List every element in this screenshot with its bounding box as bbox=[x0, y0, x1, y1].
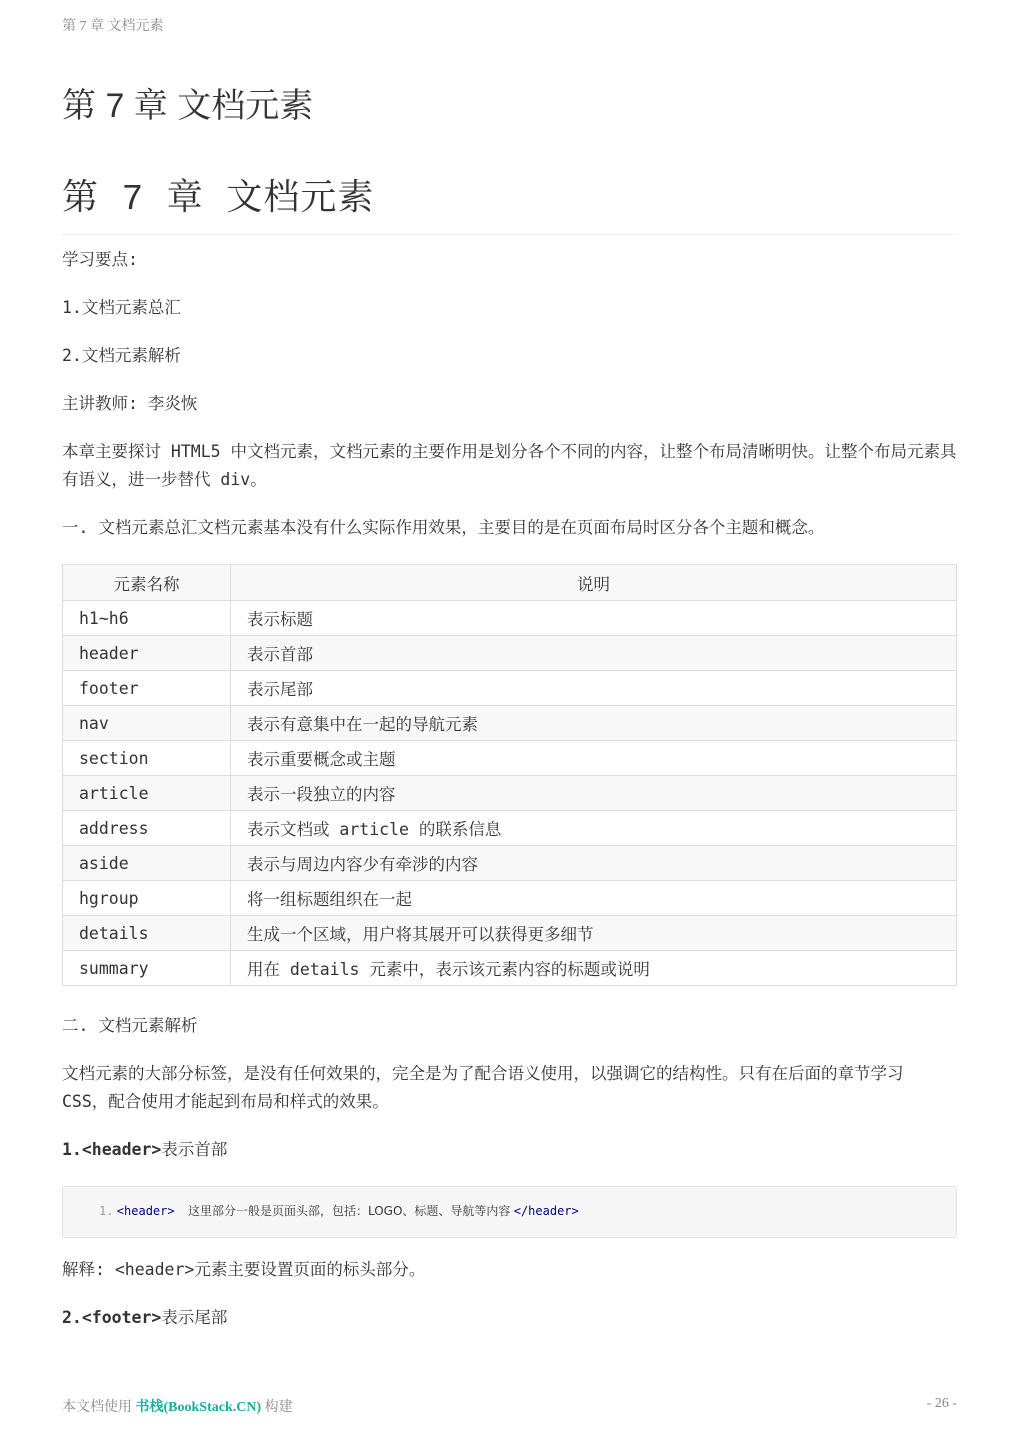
teacher-line: 主讲教师: 李炎恢 bbox=[62, 394, 198, 413]
table-cell-element: summary bbox=[63, 951, 231, 986]
header-subheading bbox=[62, 1136, 957, 1164]
table-row bbox=[63, 636, 957, 671]
intro-paragraph: 本章主要探讨 HTML5 中文档元素，文档元素的主要作用是划分各个不同的内容，让整个布局清晰明快。让整个布局元素具有语义，进一步替代 div。 bbox=[62, 442, 957, 489]
table-row bbox=[63, 951, 957, 986]
table-cell-desc: 生成一个区域，用户将其展开可以获得更多细节 bbox=[231, 916, 957, 951]
page-title: 第 7 章 文档元素 bbox=[62, 169, 957, 235]
footer-subheading bbox=[62, 1304, 957, 1332]
key-points-label: 学习要点: bbox=[62, 250, 138, 269]
table-row bbox=[63, 601, 957, 636]
table-cell-element: hgroup bbox=[63, 881, 231, 916]
point-1: 1.文档元素总汇 bbox=[62, 298, 181, 317]
table-cell-desc: 表示与周边内容少有牵涉的内容 bbox=[231, 846, 957, 881]
table-cell-desc: 表示尾部 bbox=[231, 671, 957, 706]
section-2-paragraph: 文档元素的大部分标签，是没有任何效果的，完全是为了配合语义使用，以强调它的结构性。只有在后面的章节学习 CSS，配合使用才能起到布局和样式的效果。 bbox=[62, 1064, 904, 1111]
table-row bbox=[63, 846, 957, 881]
section-2-heading: 二. 文档元素解析 bbox=[62, 1016, 198, 1035]
page-number: - 26 - bbox=[926, 1396, 957, 1411]
table-cell-element: section bbox=[63, 741, 231, 776]
code-open-tag: <header> bbox=[116, 1204, 175, 1218]
table-cell-desc: 表示标题 bbox=[231, 601, 957, 636]
page-footer bbox=[62, 1396, 293, 1416]
table-cell-element: h1~h6 bbox=[63, 601, 231, 636]
table-cell-element: details bbox=[63, 916, 231, 951]
table-row bbox=[63, 776, 957, 811]
table-cell-desc: 表示一段独立的内容 bbox=[231, 776, 957, 811]
table-header-name: 元素名称 bbox=[63, 565, 231, 601]
table-cell-element: header bbox=[63, 636, 231, 671]
table-row bbox=[63, 671, 957, 706]
table-row bbox=[63, 706, 957, 741]
table-row bbox=[63, 811, 957, 846]
table-cell-element: nav bbox=[63, 706, 231, 741]
table-header-desc: 说明 bbox=[231, 565, 957, 601]
table-header-row bbox=[63, 565, 957, 601]
table-cell-desc: 表示文档或 article 的联系信息 bbox=[231, 811, 957, 846]
table-cell-desc: 将一组标题组织在一起 bbox=[231, 881, 957, 916]
code-line bbox=[99, 1202, 579, 1219]
table-cell-element: aside bbox=[63, 846, 231, 881]
code-text: 这里部分一般是页面头部，包括：LOGO、标题、导航等内容 bbox=[187, 1204, 511, 1218]
bookstack-link[interactable]: 书栈(BookStack.CN) bbox=[135, 1400, 262, 1415]
footer-suffix: 构建 bbox=[264, 1400, 293, 1415]
section-1-paragraph: 一. 文档元素总汇文档元素基本没有什么实际作用效果，主要目的是在页面布局时区分各个主题和概念。 bbox=[62, 518, 825, 537]
footer-prefix: 本文档使用 bbox=[62, 1400, 132, 1415]
explain-paragraph: 解释: <header>元素主要设置页面的标头部分。 bbox=[62, 1260, 426, 1279]
running-header: 第 7 章 文档元素 bbox=[62, 19, 164, 34]
table-row bbox=[63, 741, 957, 776]
elements-table bbox=[62, 564, 957, 986]
code-block bbox=[62, 1186, 957, 1238]
chapter-title: 第 7 章 文档元素 bbox=[62, 87, 314, 125]
code-line-number: 1. bbox=[99, 1204, 114, 1218]
point-2: 2.文档元素解析 bbox=[62, 346, 181, 365]
table-cell-desc: 表示首部 bbox=[231, 636, 957, 671]
table-row bbox=[63, 881, 957, 916]
footer-subheading-text: 表示尾部 bbox=[161, 1308, 228, 1327]
table-cell-desc: 表示有意集中在一起的导航元素 bbox=[231, 706, 957, 741]
table-cell-desc: 表示重要概念或主题 bbox=[231, 741, 957, 776]
footer-tag-bold: 2.<footer> bbox=[62, 1308, 162, 1327]
header-subheading-text: 表示首部 bbox=[161, 1140, 228, 1159]
header-tag-bold: 1.<header> bbox=[62, 1140, 162, 1159]
code-close-tag: </header> bbox=[513, 1204, 579, 1218]
table-cell-desc: 用在 details 元素中，表示该元素内容的标题或说明 bbox=[231, 951, 957, 986]
table-cell-element: article bbox=[63, 776, 231, 811]
table-row bbox=[63, 916, 957, 951]
table-cell-element: address bbox=[63, 811, 231, 846]
table-cell-element: footer bbox=[63, 671, 231, 706]
